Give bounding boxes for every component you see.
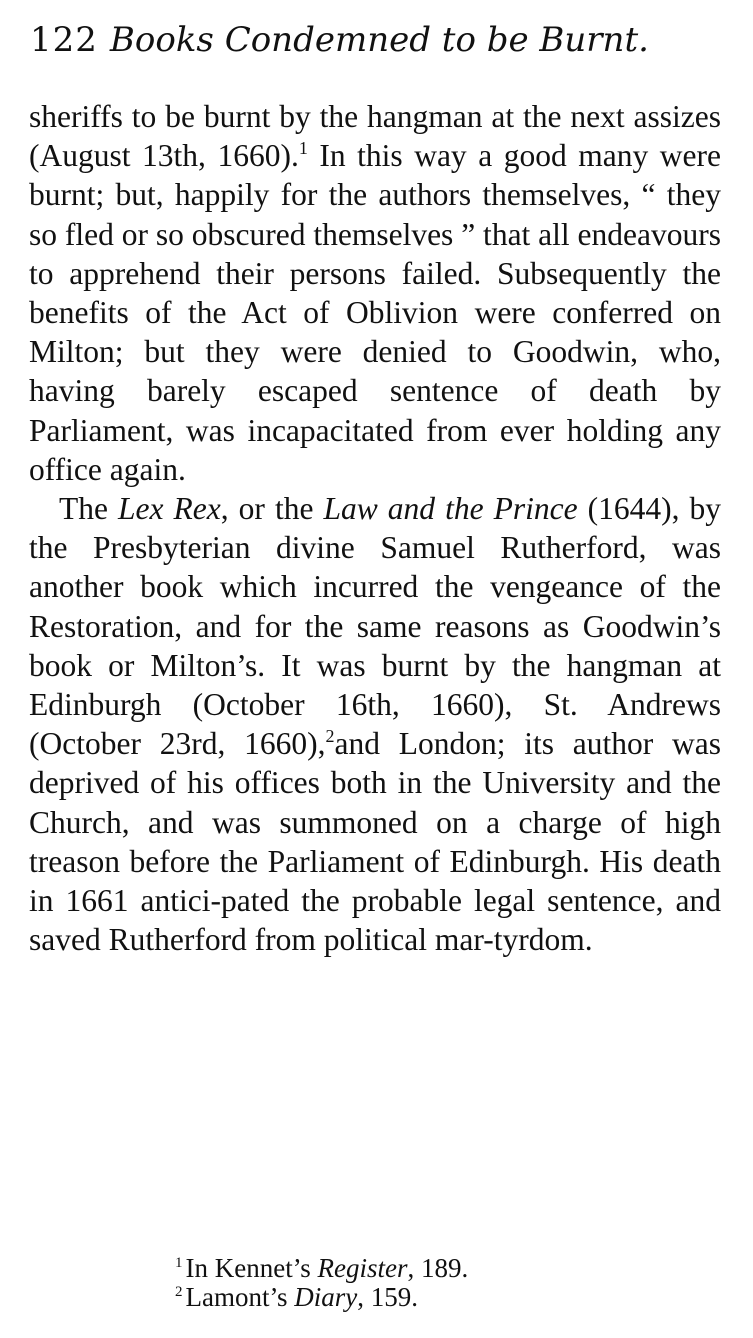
book-title-lex-rex: Lex Rex xyxy=(118,491,221,527)
footnote-source-title: Register xyxy=(317,1253,408,1283)
footnote-text: In Kennet’s xyxy=(185,1253,318,1283)
footnote-source-title: Diary xyxy=(294,1282,358,1312)
paragraph-1-text-a: sheriffs to be burnt by the hangman at the next assizes (August 13th, 1660). xyxy=(29,99,721,174)
paragraph-2-text-b: , or the xyxy=(220,491,324,527)
footnote-1 xyxy=(175,1254,695,1283)
page-number: 122 xyxy=(30,20,98,60)
running-header xyxy=(30,18,730,68)
paragraph-2-text-a: The xyxy=(59,491,119,527)
footnote-page: , 159. xyxy=(357,1282,418,1312)
paragraph-1-text-b: In this way a good many were burnt; but, happily for the authors themselves, “ they so fled or so obscured themselves ” that all endeavours to apprehend their persons failed. Subsequently the benefits of the Act of Oblivion were conferred on Milton; but they were denied to Goodwin, who, having barely escaped sentence of death by Parliament, was incapacitated from ever holding any office again. xyxy=(29,138,721,487)
footnote-text: Lamont’s xyxy=(185,1282,295,1312)
footnote-ref-2: 2 xyxy=(325,726,335,747)
footnote-page: , 189. xyxy=(407,1253,469,1283)
footnote-2 xyxy=(175,1283,695,1312)
paragraph-2 xyxy=(29,489,721,959)
paragraph-2-text-c: (1644), by the Presbyterian divine Samuel Rutherford, was another book which incurred the vengeance of the Restoration, and for the same reasons as Goodwin’s book or Milton’s. It was burnt by the hangman at Edinburgh (October 16th, 1660), St. Andrews (October 23rd, 1660), xyxy=(29,491,721,762)
footnote-ref-1: 1 xyxy=(298,138,308,159)
footnote-number: 2 xyxy=(175,1284,183,1300)
body-text xyxy=(29,97,721,959)
paragraph-1 xyxy=(29,97,721,489)
paragraph-2-text-d: and London; its author was deprived of his offices both in the University and the Church, and was summoned on a charge of high treason before the Parliament of Edinburgh. His death in 1661 antici-pated the probable legal sentence, and saved Rutherford from political mar-tyrdom. xyxy=(29,726,721,958)
footnote-number: 1 xyxy=(175,1255,183,1271)
running-title: Books Condemned to be Burnt. xyxy=(109,20,649,60)
footnotes xyxy=(175,1254,695,1312)
book-title-law-and-the-prince: Law and the Prince xyxy=(323,491,578,527)
